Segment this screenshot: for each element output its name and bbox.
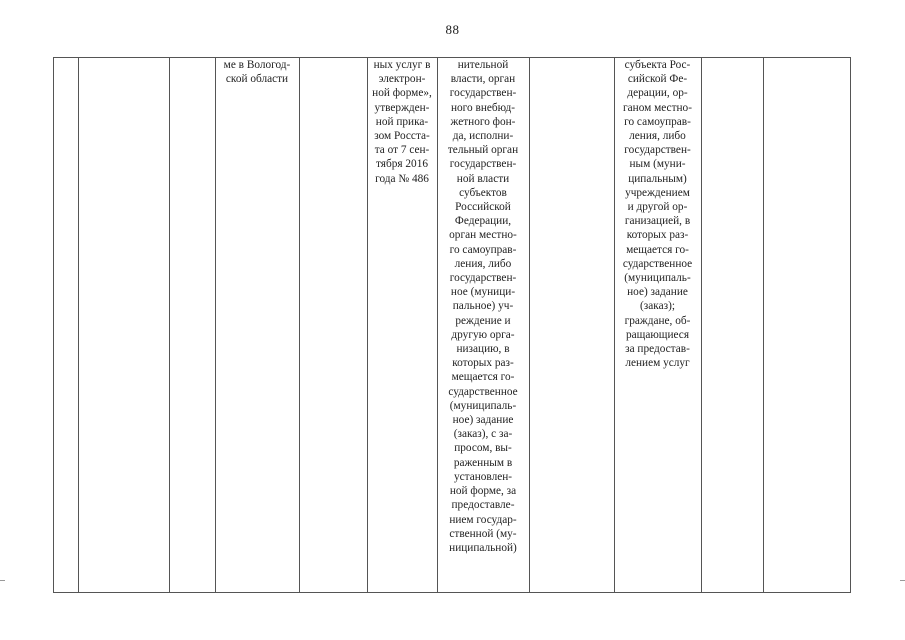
cell-region-text: ме в Вологод- ской области — [223, 59, 291, 86]
page-number: 88 — [445, 22, 460, 37]
cell-authority-text: нительной власти, орган государствен- ного внебюд- жетного фон- да, исполни- тельный орган государствен- ной власти субъектов Российской Федерации, орган местно- го самоуправ- ления, либо государствен- ное (муници- пальное) уч- реждение и другую орга- низацию, в которых раз- мещается го- сударственное (муниципаль- ное) задание (заказ), с за- просом, вы- раженным в установлен- ной форме, за предоставле- нием государ- ственной (му- ниципальной) — [447, 59, 519, 554]
column-border — [529, 57, 530, 593]
column-border — [850, 57, 851, 593]
column-border — [53, 57, 54, 593]
column-border — [763, 57, 764, 593]
column-border — [169, 57, 170, 593]
column-border — [299, 57, 300, 593]
column-border — [215, 57, 216, 593]
column-border — [701, 57, 702, 593]
data-table — [53, 57, 851, 593]
scan-edge-mark — [0, 580, 5, 581]
scan-edge-mark — [900, 580, 905, 581]
column-border — [78, 57, 79, 593]
cell-regulation-text: ных услуг в электрон- ной форме», утвержден- ной прика- зом Росста- та от 7 сен- тября 2016 года № 486 — [372, 59, 432, 185]
cell-applicants-text: субъекта Рос- сийской Фе- дерации, ор- ганом местно- го самоуправ- ления, либо государствен- ным (муни- ципальным) учреждением и другой ор- ганизацией, в которых раз- мещается го- сударственное (муниципаль- ное) задание (заказ); граждане, об- ращающиеся за предостав- лением услуг — [622, 59, 693, 370]
table-bottom-border — [53, 592, 851, 593]
